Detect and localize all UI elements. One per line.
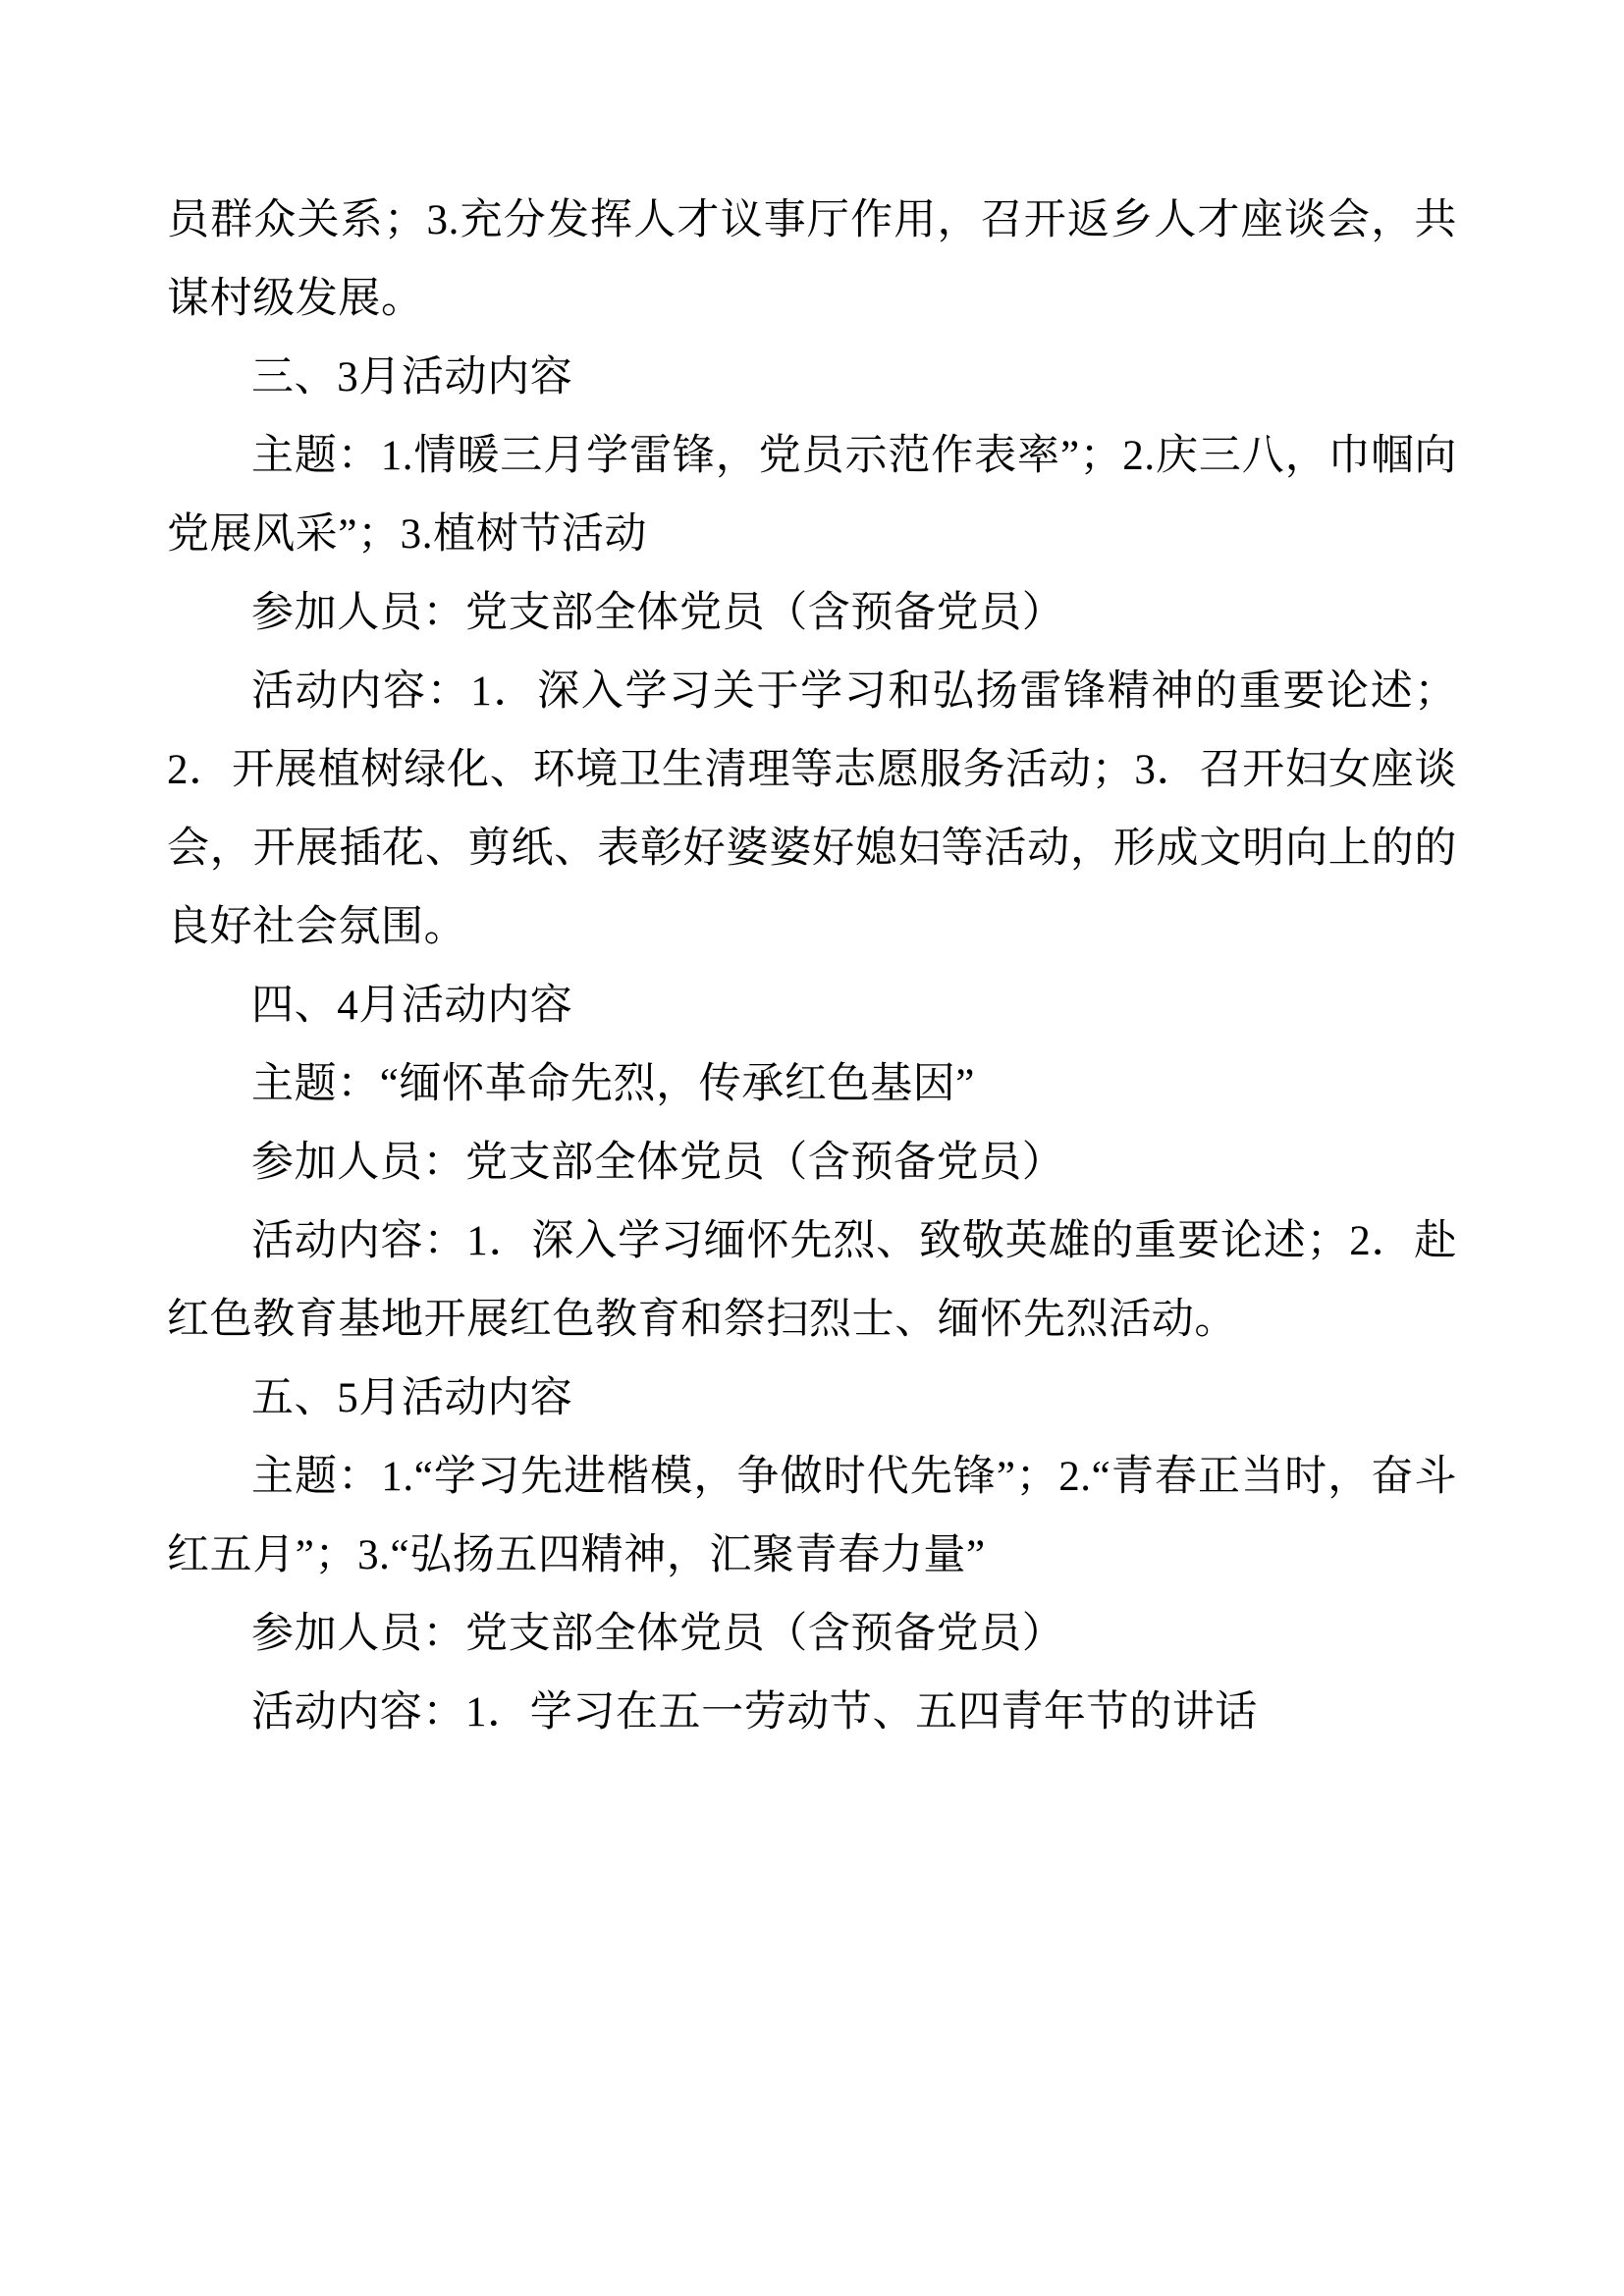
section-heading-march: 三、3月活动内容 <box>251 354 573 400</box>
april-participants: 参加人员：党支部全体党员（含预备党员） <box>251 1140 1065 1186</box>
document-body <box>167 182 1457 1752</box>
paragraph-continued: 员群众关系；3.充分发挥人才议事厅作用，召开返乡人才座谈会，共谋村级发展。 <box>167 197 1457 322</box>
may-activities: 活动内容：1．学习在五一劳动节、五四青年节的讲话 <box>251 1689 1258 1735</box>
march-activities: 活动内容：1．深入学习关于学习和弘扬雷锋精神的重要论述；2．开展植树绿化、环境卫生清理等志愿服务活动；3．召开妇女座谈会，开展插花、剪纸、表彰好婆婆好媳妇等活动，形成文明向上的的良好社会氛围。 <box>167 668 1457 950</box>
may-theme: 主题：1.“学习先进楷模，争做时代先锋”；2.“青春正当时，奋斗红五月”；3.“弘扬五四精神，汇聚青春力量” <box>167 1454 1457 1578</box>
march-participants: 参加人员：党支部全体党员（含预备党员） <box>251 590 1065 636</box>
april-activities: 活动内容：1．深入学习缅怀先烈、致敬英雄的重要论述；2．赴红色教育基地开展红色教育和祭扫烈士、缅怀先烈活动。 <box>167 1218 1457 1343</box>
section-heading-may: 五、5月活动内容 <box>251 1375 573 1421</box>
section-heading-april: 四、4月活动内容 <box>251 983 573 1029</box>
may-participants: 参加人员：党支部全体党员（含预备党员） <box>251 1611 1065 1657</box>
april-theme: 主题：“缅怀革命先烈，传承红色基因” <box>251 1061 975 1107</box>
march-theme: 主题：1.情暖三月学雷锋，党员示范作表率”；2.庆三八，巾帼向党展风采”；3.植树节活动 <box>167 433 1457 558</box>
